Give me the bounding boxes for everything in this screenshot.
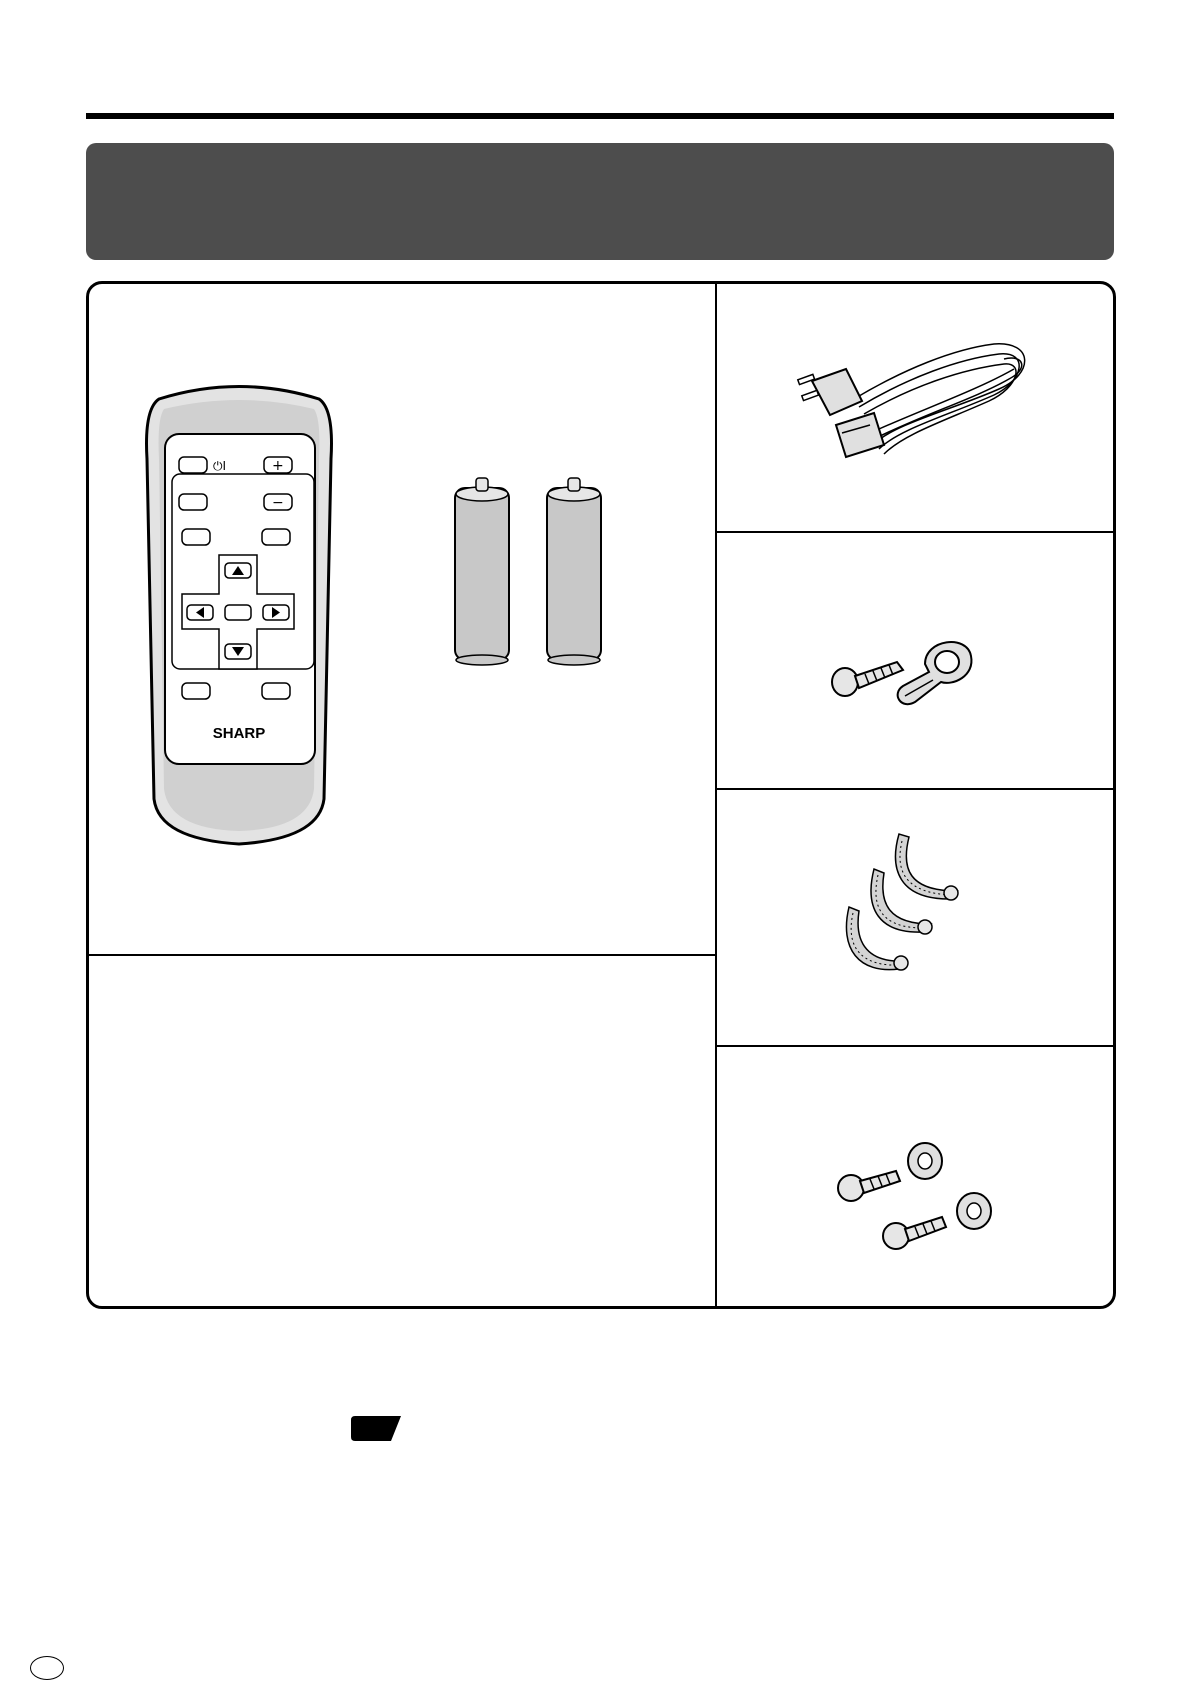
screw-and-washer-icon (834, 1139, 1004, 1259)
power-symbol: ⏻I (213, 459, 227, 473)
accessories-box (86, 281, 1116, 1309)
aa-battery-icon (449, 476, 629, 666)
row-divider-2 (717, 788, 1113, 790)
plus-symbol: + (272, 458, 284, 474)
remote-control-icon (139, 379, 339, 849)
power-cord-icon (784, 329, 1044, 489)
row-divider-3 (717, 1045, 1113, 1047)
column-divider (715, 284, 717, 1306)
title-band (86, 143, 1114, 260)
top-rule (86, 113, 1114, 119)
remote-brand: SHARP (212, 725, 266, 742)
tag-marker (351, 1414, 403, 1443)
row-divider-left (89, 954, 715, 956)
language-badge (30, 1656, 64, 1680)
cable-tie-icon (839, 829, 989, 994)
minus-symbol: − (272, 495, 284, 511)
row-divider-1 (717, 531, 1113, 533)
cable-clamp-with-screw-icon (829, 624, 989, 724)
